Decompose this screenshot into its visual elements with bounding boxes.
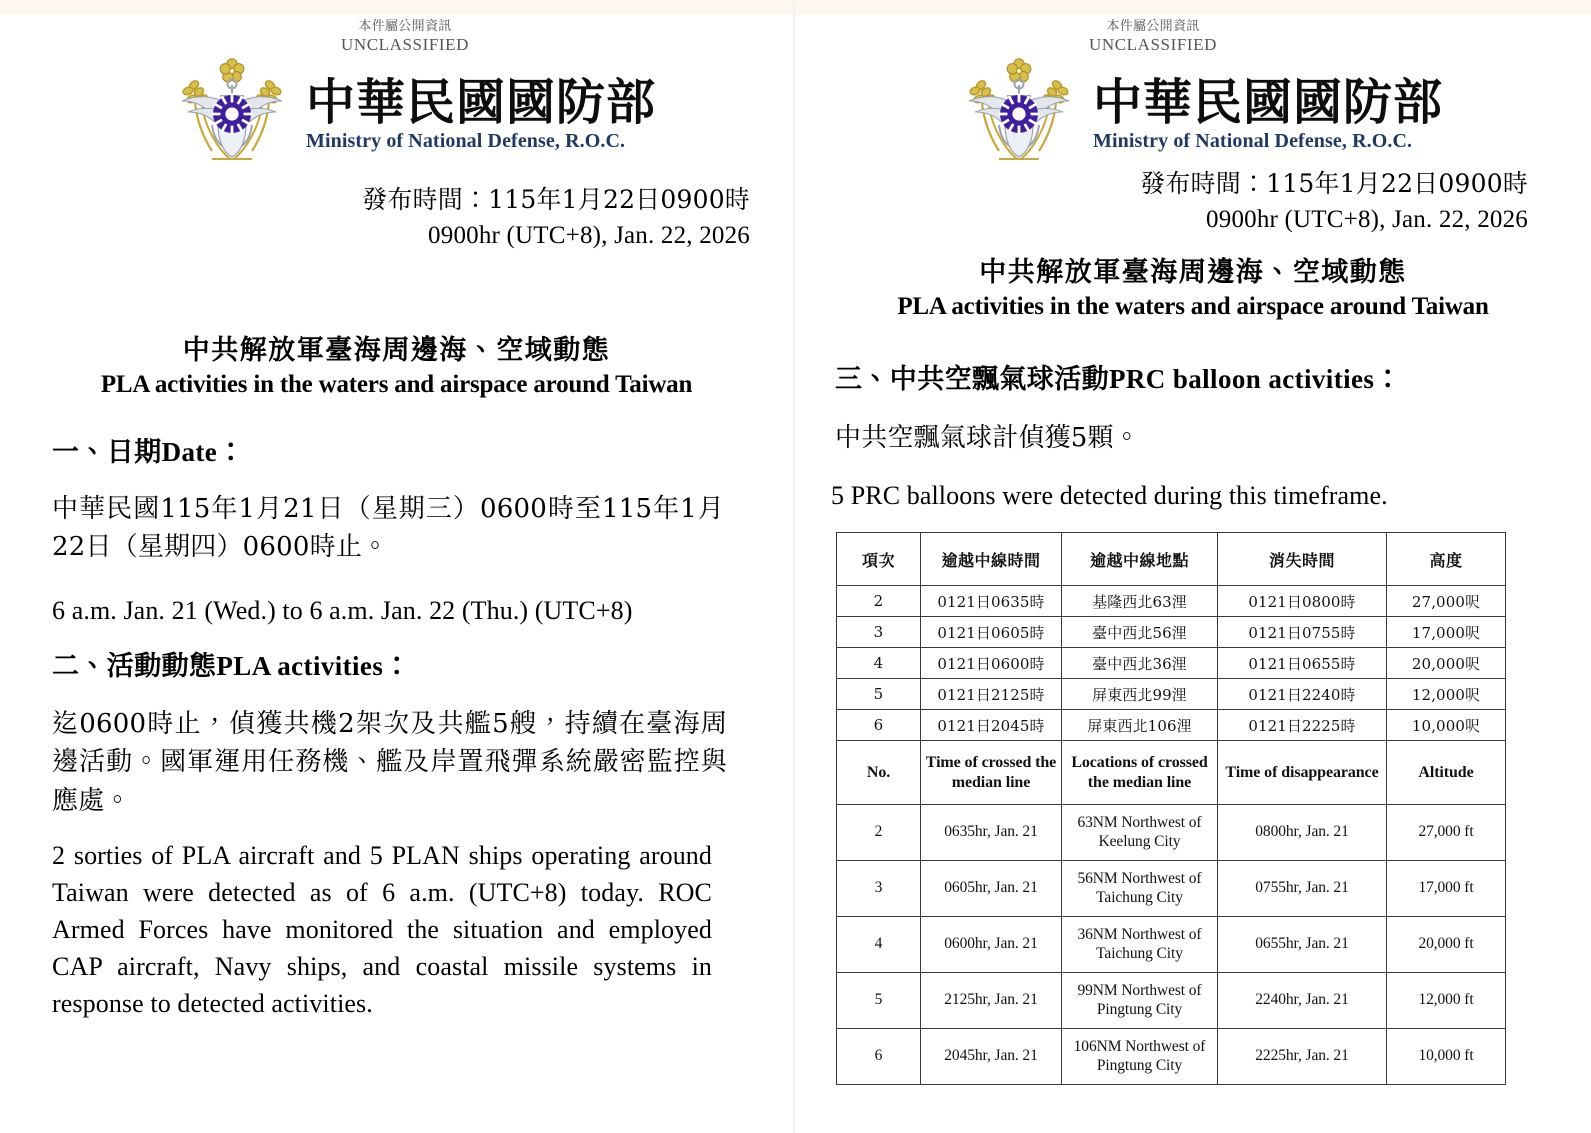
cell-location-crossed: 臺中西北56浬 (1062, 617, 1218, 648)
header-altitude-zh: 高度 (1387, 533, 1506, 586)
cell-location-crossed: 屏東西北106浬 (1062, 710, 1218, 741)
section-one-heading-en: Date (161, 437, 218, 467)
plum-blossom (220, 59, 244, 82)
table-row (837, 617, 1506, 648)
section-two-body-en: 2 sorties of PLA aircraft and 5 PLAN ships operating around Taiwan were detected as of 6 a.m. (UTC+8) today. ROC Armed Forces have monitored the situation and employed CAP aircraft, Navy ships, and coastal missile systems in response to detected activities. (52, 841, 712, 1018)
section-two-body-zh: 迄0600時止，偵獲共機2架次及共艦5艘，持續在臺海周邊活動。國軍運用任務機、艦及岸置飛彈系統嚴密監控與應處。 (52, 709, 727, 816)
cell-time-disappear: 0655hr, Jan. 21 (1218, 917, 1387, 973)
cell-time-crossed: 0121日0600時 (921, 648, 1062, 679)
cell-time-crossed: 0635hr, Jan. 21 (921, 805, 1062, 861)
cell-altitude: 17,000 ft (1387, 861, 1506, 917)
cell-location-crossed: 屏東西北99浬 (1062, 679, 1218, 710)
cell-time-disappear: 0800hr, Jan. 21 (1218, 805, 1387, 861)
classification-zh-right: 本件屬公開資訊 (1106, 19, 1200, 34)
ministry-names (306, 73, 657, 153)
cell-time-crossed: 2045hr, Jan. 21 (921, 1029, 1062, 1085)
cell-altitude: 27,000 ft (1387, 805, 1506, 861)
plum-blossom-right (1007, 59, 1031, 82)
publication-time-en: 0900hr (UTC+8), Jan. 22, 2026 (428, 222, 750, 250)
section-three-heading-en: PRC balloon activities (1109, 364, 1375, 394)
table-row (837, 1029, 1506, 1085)
cell-time-crossed: 0121日0605時 (921, 617, 1062, 648)
cell-location-crossed: 36NM Northwest of Taichung City (1062, 917, 1218, 973)
document-title (40, 334, 753, 401)
section-one-body-en: 6 a.m. Jan. 21 (Wed.) to 6 a.m. Jan. 22 (Thu.) (UTC+8) (52, 596, 633, 625)
header-time-crossed-zh: 逾越中線時間 (921, 533, 1062, 586)
section-three-heading-colon: ： (1374, 364, 1402, 395)
ministry-name-en: Ministry of National Defense, R.O.C. (306, 129, 626, 152)
cell-time-crossed: 0121日2045時 (921, 710, 1062, 741)
cell-time-disappear: 0121日0755時 (1218, 617, 1387, 648)
cell-altitude: 20,000呎 (1387, 648, 1506, 679)
header-no-en: No. (837, 741, 921, 805)
table-row (837, 973, 1506, 1029)
document-title-en-right: PLA activities in the waters and airspace around Taiwan (897, 292, 1489, 320)
section-one-body-zh: 中華民國115年1月21日（星期三）0600時至115年1月22日（星期四）0600時止。 (52, 494, 724, 563)
cell-location-crossed: 臺中西北36浬 (1062, 648, 1218, 679)
cell-time-disappear: 0121日0655時 (1218, 648, 1387, 679)
table-header-row-en (837, 741, 1506, 805)
header-location-crossed-zh: 逾越中線地點 (1062, 533, 1218, 586)
table-row (837, 917, 1506, 973)
classification-en-right: UNCLASSIFIED (1088, 34, 1218, 54)
header-time-crossed-en: Time of crossed the median line (921, 741, 1062, 805)
cell-time-disappear: 0121日2240時 (1218, 679, 1387, 710)
classification-en: UNCLASSIFIED (340, 34, 470, 54)
ministry-name-en-right: Ministry of National Defense, R.O.C. (1093, 129, 1413, 152)
mnd-emblem-icon (168, 55, 296, 176)
classification-zh: 本件屬公開資訊 (358, 19, 452, 34)
ministry-names-right (1093, 73, 1444, 153)
ministry-name-zh-right: 中華民國國防部 (1093, 73, 1444, 132)
cell-time-disappear: 0755hr, Jan. 21 (1218, 861, 1387, 917)
document-title-zh: 中共解放軍臺海周邊海、空域動態 (182, 335, 611, 366)
prc-balloon-table (836, 532, 1506, 1085)
header-altitude-en: Altitude (1387, 741, 1506, 805)
cell-no: 6 (837, 1029, 921, 1085)
header-time-disappear-zh: 消失時間 (1218, 533, 1387, 586)
table-row (837, 861, 1506, 917)
publication-time (250, 182, 750, 255)
section-three-body-zh: 中共空飄氣球計偵獲5顆。 (835, 423, 1140, 453)
cell-altitude: 12,000呎 (1387, 679, 1506, 710)
cell-altitude: 17,000呎 (1387, 617, 1506, 648)
cell-no: 5 (837, 973, 921, 1029)
cell-no: 3 (837, 861, 921, 917)
cell-location-crossed: 106NM Northwest of Pingtung City (1062, 1029, 1218, 1085)
cell-no: 3 (837, 617, 921, 648)
document-title-zh-right: 中共解放軍臺海周邊海、空域動態 (979, 257, 1407, 288)
cell-location-crossed: 63NM Northwest of Keelung City (1062, 805, 1218, 861)
cell-altitude: 20,000 ft (1387, 917, 1506, 973)
header-time-disappear-en: Time of disappearance (1218, 741, 1387, 805)
section-one-heading-colon: ： (217, 437, 245, 468)
ministry-name-zh: 中華民國國防部 (306, 73, 657, 132)
right-page (795, 0, 1591, 1133)
mnd-emblem-icon-right (955, 55, 1083, 176)
cell-time-crossed: 0605hr, Jan. 21 (921, 861, 1062, 917)
cell-location-crossed: 56NM Northwest of Taichung City (1062, 861, 1218, 917)
section-three-heading-zh: 三、中共空飄氣球活動 (835, 364, 1109, 395)
cell-altitude: 27,000呎 (1387, 586, 1506, 617)
publication-time-right (1023, 166, 1528, 239)
document-title-en: PLA activities in the waters and airspace around Taiwan (100, 370, 693, 398)
publication-time-zh-right: 發布時間：115年1月22日0900時 (1140, 169, 1528, 198)
section-three-heading (835, 357, 1402, 396)
cell-no: 2 (837, 586, 921, 617)
table-row (837, 679, 1506, 710)
table-row (837, 648, 1506, 679)
cell-time-crossed: 0121日0635時 (921, 586, 1062, 617)
cell-time-disappear: 2225hr, Jan. 21 (1218, 1029, 1387, 1085)
cell-altitude: 12,000 ft (1387, 973, 1506, 1029)
masthead-right (955, 55, 1443, 176)
section-two-heading-en: PLA activities (216, 651, 384, 681)
section-one-heading-zh: 一、日期 (52, 437, 162, 468)
cell-no: 5 (837, 679, 921, 710)
table-header-row-zh (837, 533, 1506, 586)
section-one-heading (52, 430, 245, 469)
table-row (837, 586, 1506, 617)
cell-time-crossed: 0121日2125時 (921, 679, 1062, 710)
cell-time-disappear: 2240hr, Jan. 21 (1218, 973, 1387, 1029)
classification-marking (235, 20, 575, 54)
cell-no: 2 (837, 805, 921, 861)
table-row (837, 710, 1506, 741)
publication-time-zh: 發布時間：115年1月22日0900時 (362, 185, 750, 214)
cell-no: 4 (837, 648, 921, 679)
cell-time-disappear: 0121日0800時 (1218, 586, 1387, 617)
document-title-right (829, 256, 1557, 323)
cell-altitude: 10,000呎 (1387, 710, 1506, 741)
table-row (837, 805, 1506, 861)
masthead (168, 55, 656, 176)
cell-no: 4 (837, 917, 921, 973)
section-two-heading (52, 644, 411, 683)
cell-time-crossed: 0600hr, Jan. 21 (921, 917, 1062, 973)
cell-location-crossed: 99NM Northwest of Pingtung City (1062, 973, 1218, 1029)
publication-time-en-right: 0900hr (UTC+8), Jan. 22, 2026 (1206, 206, 1528, 234)
cell-no: 6 (837, 710, 921, 741)
cell-time-crossed: 2125hr, Jan. 21 (921, 973, 1062, 1029)
section-two-heading-zh: 二、活動動態 (52, 651, 217, 682)
balloon-table-wrapper (836, 532, 1506, 1085)
header-no-zh: 項次 (837, 533, 921, 586)
cell-altitude: 10,000 ft (1387, 1029, 1506, 1085)
left-page (0, 0, 793, 1133)
section-two-heading-colon: ： (383, 651, 411, 682)
cell-time-disappear: 0121日2225時 (1218, 710, 1387, 741)
header-location-crossed-en: Locations of crossed the median line (1062, 741, 1218, 805)
section-three-body-en: 5 PRC balloons were detected during this timeframe. (831, 481, 1388, 510)
cell-location-crossed: 基隆西北63浬 (1062, 586, 1218, 617)
classification-marking-right (983, 20, 1323, 54)
